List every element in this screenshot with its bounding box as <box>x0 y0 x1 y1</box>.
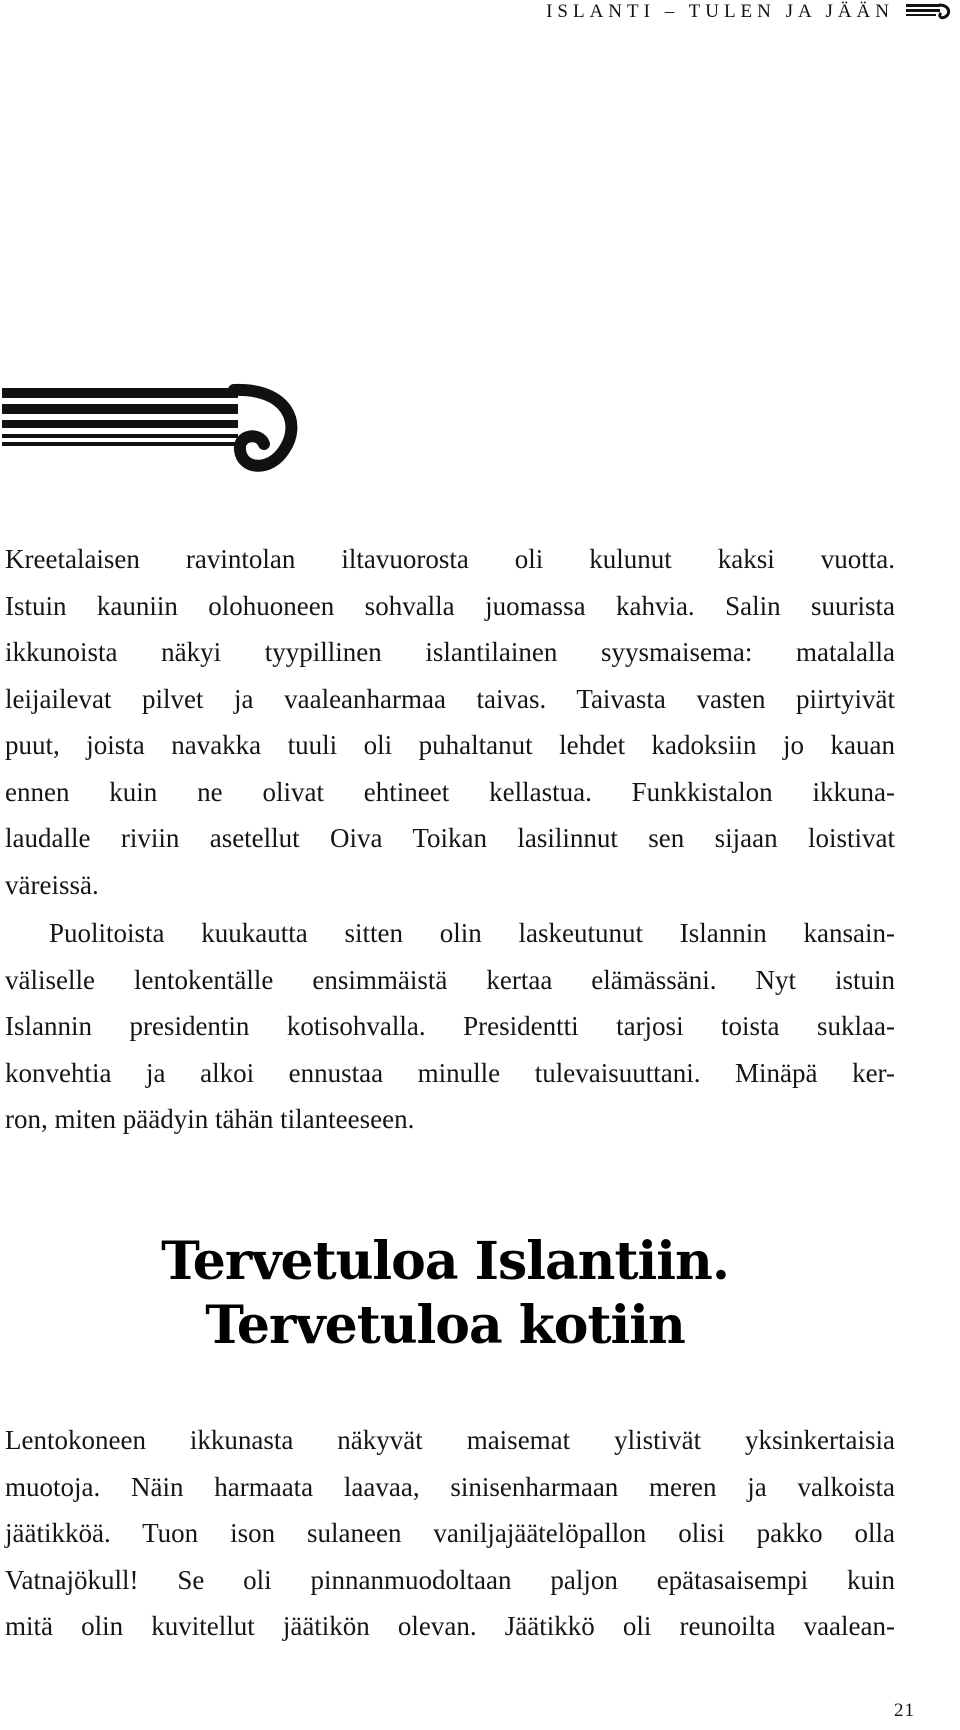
text-line: Islannin presidentin kotisohvalla. Presidentti tarjosi toista suklaa- <box>5 1011 895 1041</box>
running-head <box>546 0 952 24</box>
text-line: puut, joista navakka tuuli oli puhaltanut lehdet kadoksiin jo kauan <box>5 730 895 760</box>
text-line: jäätikköä. Tuon ison sulaneen vaniljajäätelöpallon olisi pakko olla <box>5 1518 895 1548</box>
heading-line-2: Tervetuloa kotiin <box>205 1295 685 1356</box>
text-line: Lentokoneen ikkunasta näkyvät maisemat ylistivät yksinkertaisia <box>5 1425 895 1455</box>
scroll-ornament-icon <box>2 380 302 476</box>
text-line: muotoja. Näin harmaata laavaa, sinisenharmaan meren ja valkoista <box>5 1471 895 1502</box>
text-line: väreissä. <box>5 869 99 900</box>
paragraph-text <box>5 910 895 1096</box>
intro-paragraph <box>5 536 895 908</box>
paragraph-text <box>5 1417 895 1650</box>
page-number: 21 <box>894 1700 915 1721</box>
text-line: Puolitoista kuukautta sitten olin laskeutunut Islannin kansain- <box>49 918 895 948</box>
section-heading <box>0 1230 890 1358</box>
intro-text-end <box>5 862 895 909</box>
paragraph-text-end <box>5 1096 895 1143</box>
text-line: Vatnajökull! Se oli pinnanmuodoltaan paljon epätasaisempi kuin <box>5 1564 895 1595</box>
text-line: Istuin kauniin olohuoneen sohvalla juomassa kahvia. Salin suurista <box>5 590 895 621</box>
second-paragraph <box>5 910 895 1143</box>
scroll-ornament-icon <box>906 2 952 22</box>
text-line: laudalle riviin asetellut Oiva Toikan lasilinnut sen sijaan loistivat <box>5 823 895 853</box>
intro-text <box>5 536 895 862</box>
text-line: mitä olin kuvitellut jäätikön olevan. Jäätikkö oli reunoilta vaalean- <box>5 1611 895 1641</box>
heading-line-1: Tervetuloa Islantiin. <box>161 1231 729 1292</box>
text-line: Kreetalaisen ravintolan iltavuorosta oli kulunut kaksi vuotta. <box>5 544 895 574</box>
text-line: leijailevat pilvet ja vaaleanharmaa taivas. Taivasta vasten piirtyivät <box>5 683 895 714</box>
text-line: ennen kuin ne olivat ehtineet kellastua. Funkkistalon ikkuna- <box>5 776 895 807</box>
third-paragraph <box>5 1417 895 1650</box>
text-line: ikkunoista näkyi tyypillinen islantilainen syysmaisema: matalalla <box>5 637 895 667</box>
text-line: ron, miten päädyin tähän tilanteeseen. <box>5 1104 415 1134</box>
text-line: konvehtia ja alkoi ennustaa minulle tulevaisuuttani. Minäpä ker- <box>5 1057 895 1088</box>
running-head-title: ISLANTI – TULEN JA JÄÄN <box>546 1 894 22</box>
text-line: väliselle lentokentälle ensimmäistä kertaa elämässäni. Nyt istuin <box>5 964 895 995</box>
